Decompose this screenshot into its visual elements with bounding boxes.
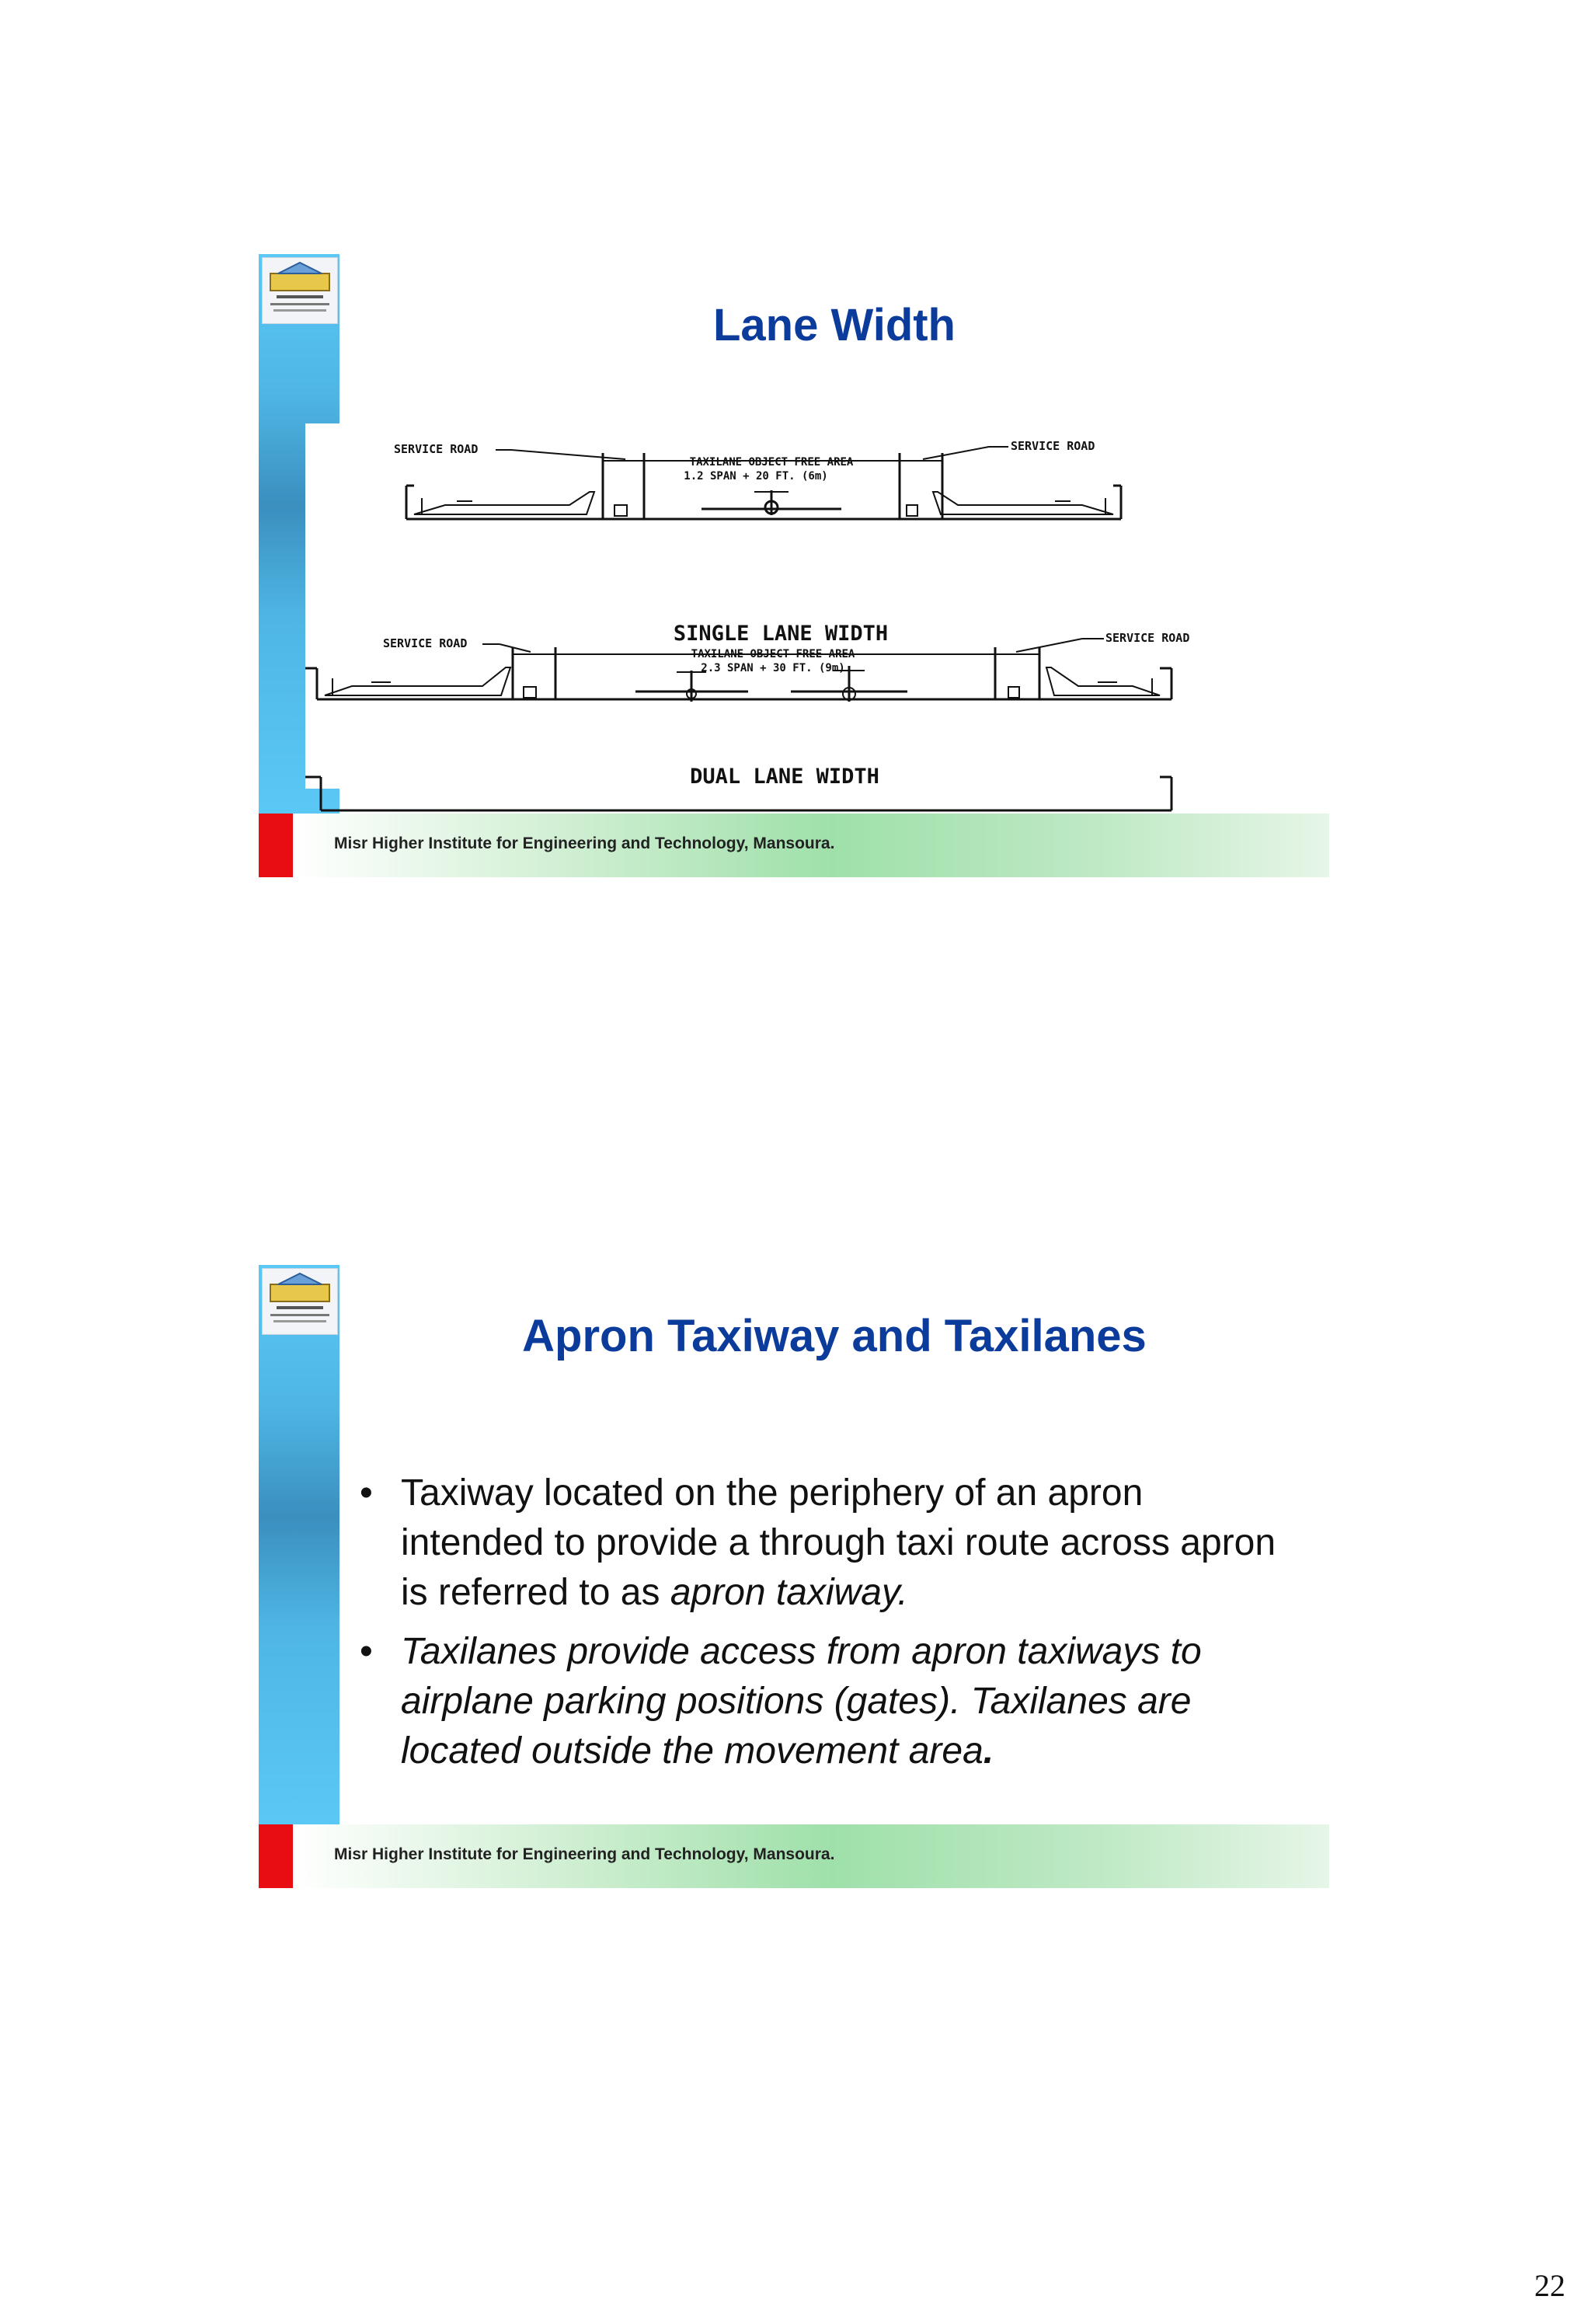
dual-ofa-formula: 2.3 SPAN + 30 FT. (9m) bbox=[701, 662, 845, 674]
footer-institute: Misr Higher Institute for Engineering and Technology, Mansoura. bbox=[334, 834, 835, 852]
page-number: 22 bbox=[1534, 2268, 1565, 2303]
dual-ofa-label: TAXILANE OBJECT FREE AREA bbox=[691, 648, 855, 660]
single-lane-caption: SINGLE LANE WIDTH bbox=[673, 622, 889, 646]
dual-service-road-left: SERVICE ROAD bbox=[383, 636, 468, 650]
dual-service-road-right: SERVICE ROAD bbox=[1105, 631, 1190, 645]
dual-lane-caption: DUAL LANE WIDTH bbox=[690, 765, 879, 789]
bullet-italic: Taxilanes provide access from apron taxiways to airplane parking positions (gates). Taxilanes are located outside the movement area bbox=[401, 1631, 1202, 1772]
single-service-road-right: SERVICE ROAD bbox=[1011, 439, 1095, 453]
slide-title: Lane Width bbox=[712, 300, 956, 350]
slide-sidebar bbox=[259, 1265, 339, 1824]
bullet-item bbox=[360, 1627, 1292, 1776]
slide-lane-width bbox=[259, 254, 1329, 880]
single-service-road-left: SERVICE ROAD bbox=[394, 442, 479, 456]
institute-logo bbox=[262, 1268, 338, 1335]
footer-red-block bbox=[259, 814, 293, 877]
bullet-italic: apron taxiway. bbox=[670, 1572, 908, 1613]
slide-title: Apron Taxiway and Taxilanes bbox=[522, 1311, 1147, 1361]
bullet-marker: • bbox=[360, 1631, 373, 1672]
single-ofa-formula: 1.2 SPAN + 20 FT. (6m) bbox=[684, 470, 828, 483]
slide-apron-taxiway bbox=[259, 1265, 1329, 1890]
single-ofa-label: TAXILANE OBJECT FREE AREA bbox=[689, 456, 854, 469]
bullet-marker: • bbox=[360, 1472, 373, 1514]
institute-logo bbox=[262, 257, 338, 324]
bullet-item bbox=[360, 1469, 1292, 1618]
bullet-text: Taxiway located on the periphery of an apron intended to provide a through taxi route across apron is referred to as bbox=[401, 1472, 1276, 1613]
bullet-list bbox=[360, 1469, 1292, 1786]
footer-institute: Misr Higher Institute for Engineering and Technology, Mansoura. bbox=[334, 1845, 835, 1863]
lane-width-diagram bbox=[305, 423, 1190, 789]
bullet-bold-end: . bbox=[983, 1730, 994, 1772]
footer-red-block bbox=[259, 1824, 293, 1888]
